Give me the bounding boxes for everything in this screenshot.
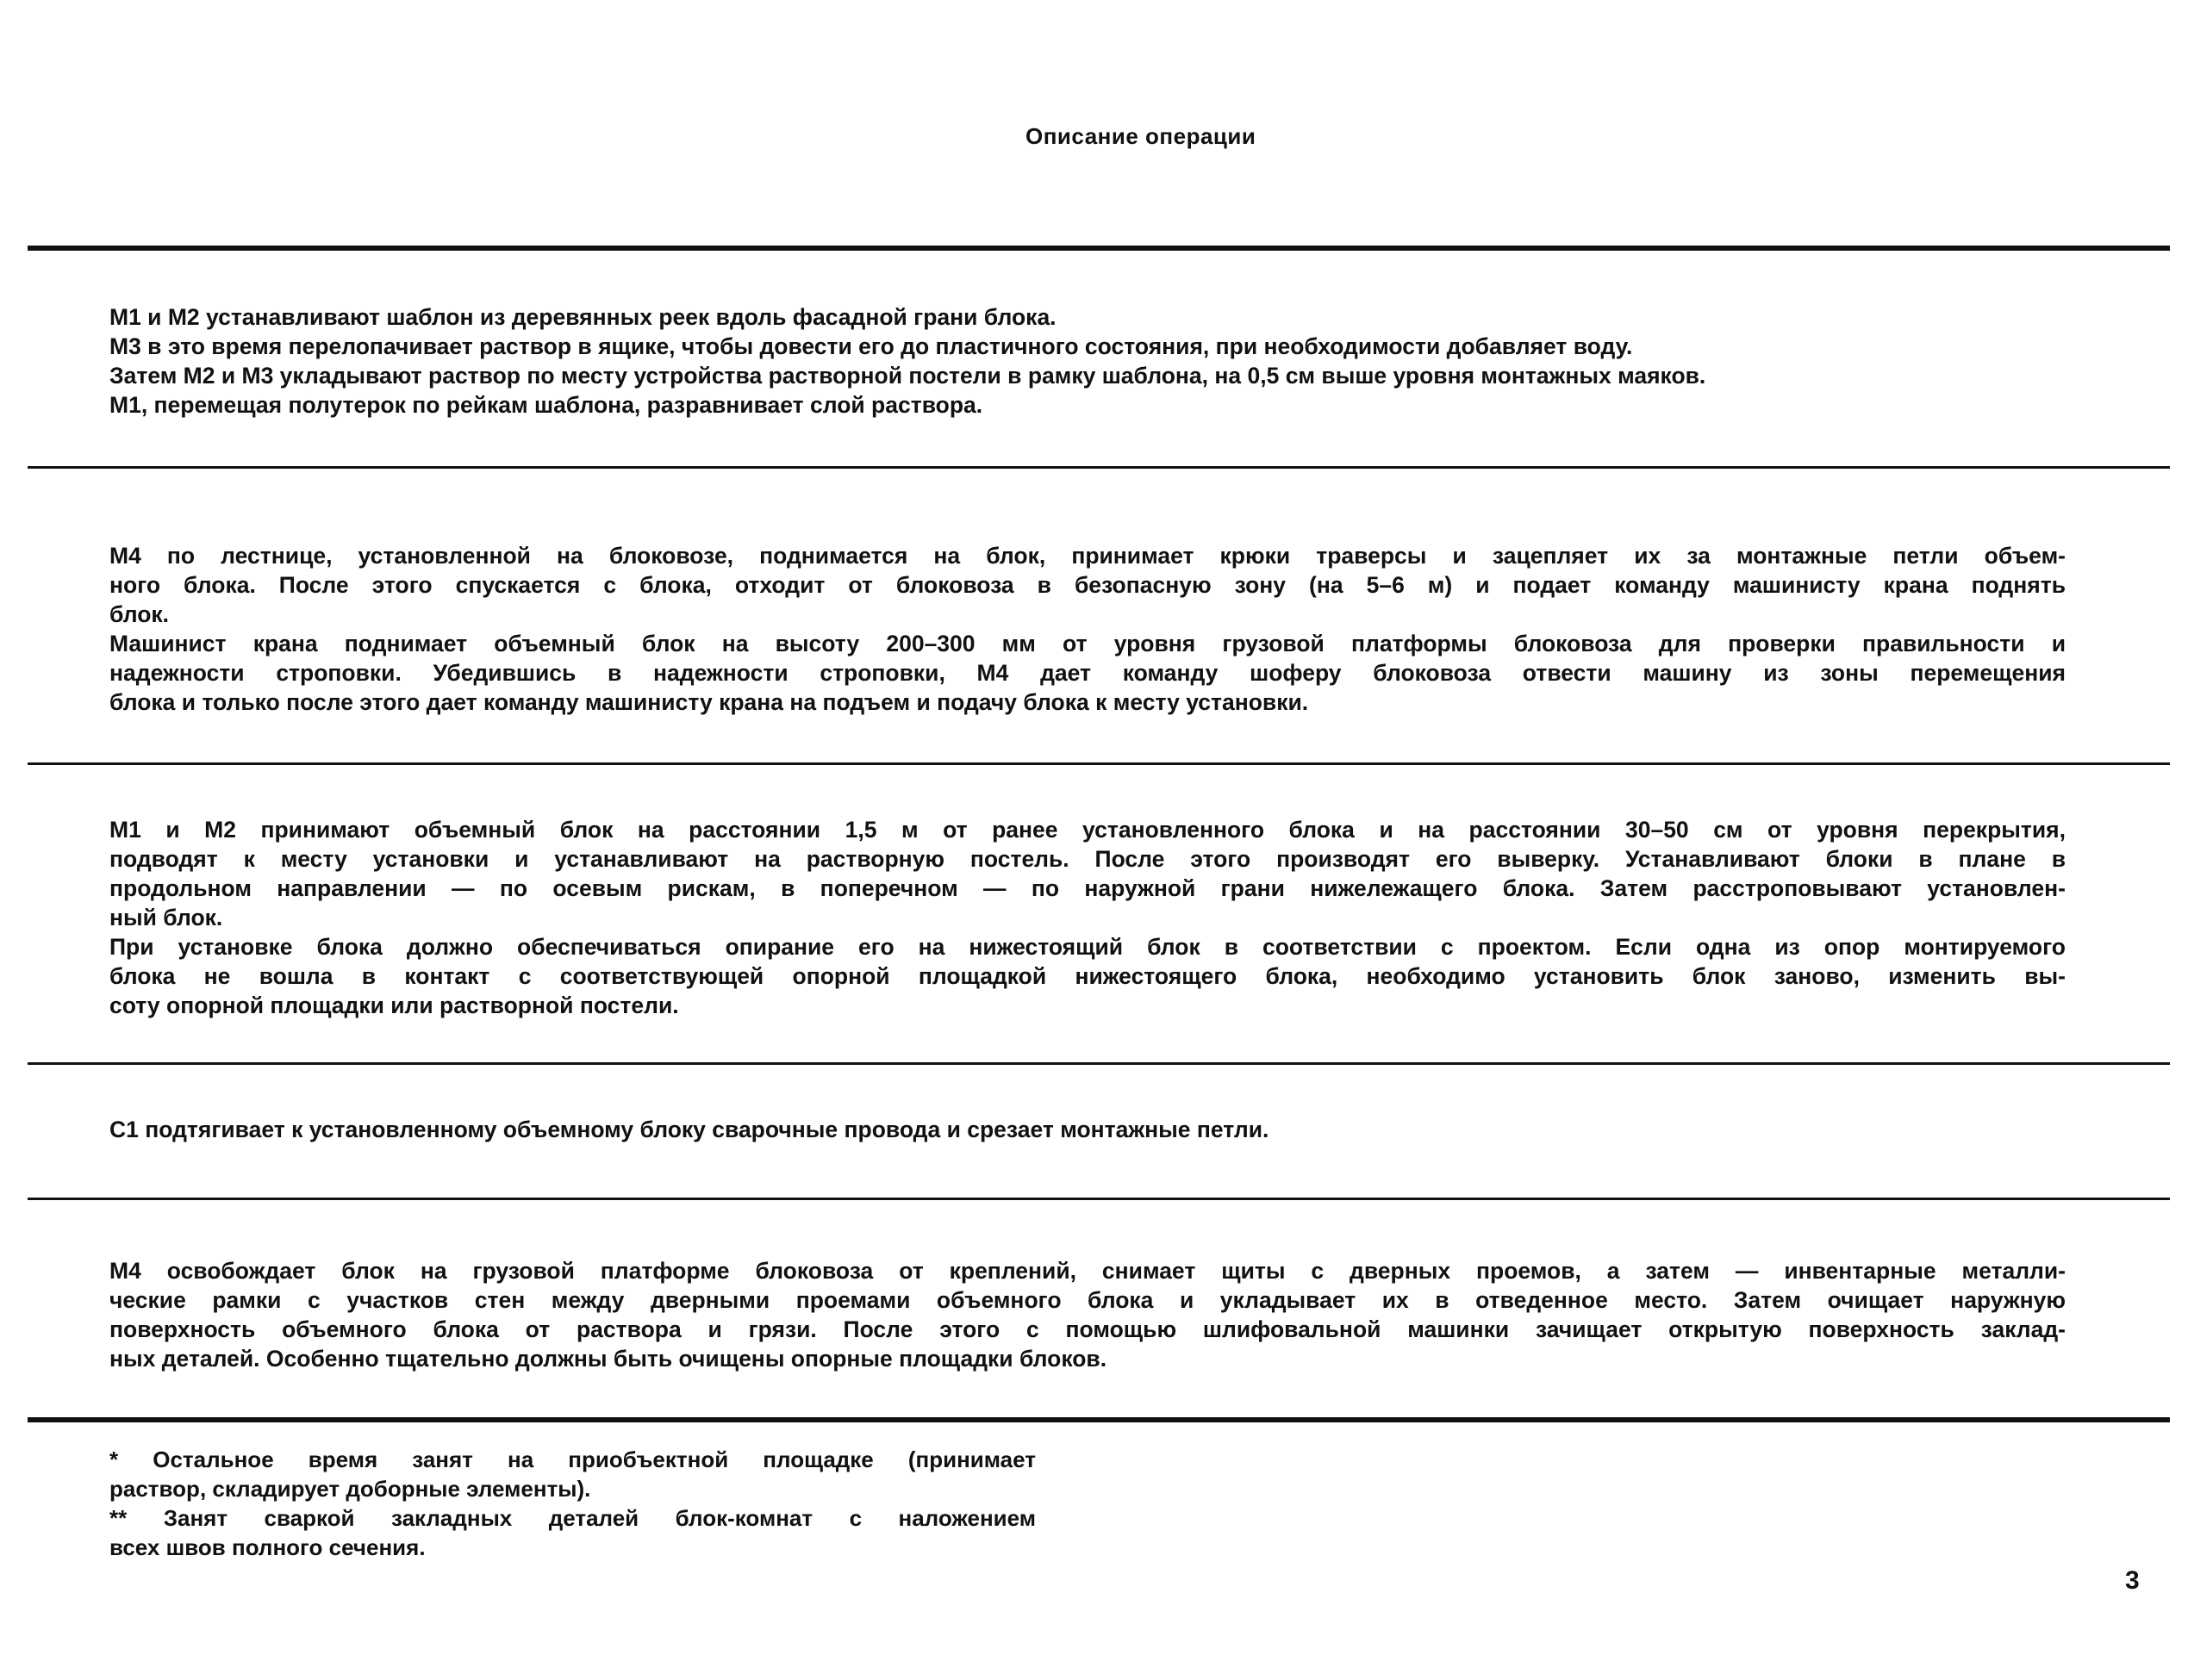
text-line: Затем М2 и М3 укладывают раствор по месту устройства растворной постели в рамку шаблона, на 0,5 см выше уровня монтажных маяков. [109, 363, 1706, 389]
section-divider [28, 1062, 2170, 1065]
text-line: продольном направлении — по осевым рискам, в поперечном — по наружной грани нижележащего блока. Затем расстроповывают установлен- [109, 875, 2066, 901]
text-line: М1, перемещая полутерок по рейкам шаблона, разравнивает слой раствора. [109, 392, 983, 418]
footnotes [109, 1445, 1036, 1562]
text-line: М1 и М2 устанавливают шаблон из деревянных реек вдоль фасадной грани блока. [109, 304, 1057, 330]
text-line: М1 и М2 принимают объемный блок на расстоянии 1,5 м от ранее установленного блока и на расстоянии 30–50 см от уровня перекрытия, [109, 817, 2066, 843]
page-number: 3 [2125, 1566, 2140, 1595]
text-line: С1 подтягивает к установленному объемному блоку сварочные провода и срезает монтажные петли. [109, 1117, 1269, 1142]
footnote-line: ** Занят сваркой закладных деталей блок-комнат с наложением [109, 1505, 1036, 1531]
header-rule [28, 246, 2170, 251]
text-line: надежности строповки. Убедившись в надежности строповки, М4 дает команду шоферу блоковоза отвести машину из зоны перемещения [109, 660, 2066, 686]
text-line: ческие рамки с участков стен между дверными проемами объемного блока и укладывает их в отведенное место. Затем очищает наружную [109, 1287, 2066, 1313]
text-line: ных деталей. Особенно тщательно должны быть очищены опорные площадки блоков. [109, 1346, 1107, 1372]
text-line: Машинист крана поднимает объемный блок на высоту 200–300 мм от уровня грузовой платформы блоковоза для проверки правильности и [109, 631, 2066, 656]
text-line: М3 в это время перелопачивает раствор в ящике, чтобы довести его до пластичного состояния, при необходимости добавляет воду. [109, 333, 1633, 359]
operation-section-3 [109, 815, 2066, 1020]
operation-section-1 [109, 302, 2066, 420]
footnote-line: раствор, складирует доборные элементы). [109, 1476, 591, 1502]
text-line: блока не вошла в контакт с соответствующей опорной площадкой нижестоящего блока, необходимо установить блок заново, изменить вы- [109, 963, 2066, 989]
section-divider [28, 762, 2170, 765]
text-line: ного блока. После этого спускается с блока, отходит от блоковоза в безопасную зону (на 5–6 м) и подает команду машинисту крана поднять [109, 572, 2066, 598]
section-divider [28, 466, 2170, 469]
page-heading: Описание операции [1025, 123, 1256, 149]
operation-section-5 [109, 1256, 2066, 1373]
text-line: ный блок. [109, 905, 223, 930]
text-line: блока и только после этого дает команду машинисту крана на подъем и подачу блока к месту установки. [109, 689, 1309, 715]
text-line: М4 освобождает блок на грузовой платформе блоковоза от креплений, снимает щиты с дверных проемов, а затем — инвентарные металли- [109, 1258, 2066, 1284]
text-line: блок. [109, 601, 170, 627]
text-line: При установке блока должно обеспечиваться опирание его на нижестоящий блок в соответствии с проектом. Если одна из опор монтируемого [109, 934, 2066, 960]
text-line: поверхность объемного блока от раствора и грязи. После этого с помощью шлифовальной машинки зачищает открытую поверхность заклад- [109, 1316, 2066, 1342]
footnote-line: всех швов полного сечения. [109, 1534, 426, 1560]
footer-rule [28, 1417, 2170, 1422]
operation-section-2 [109, 541, 2066, 717]
footnote-line: * Остальное время занят на приобъектной площадке (принимает [109, 1447, 1036, 1472]
text-line: подводят к месту установки и устанавливают на растворную постель. После этого производят его выверку. Устанавливают блоки в плане в [109, 846, 2066, 872]
section-divider [28, 1198, 2170, 1200]
text-line: М4 по лестнице, установленной на блоковозе, поднимается на блок, принимает крюки траверсы и зацепляет их за монтажные петли объем- [109, 543, 2066, 569]
text-line: соту опорной площадки или растворной постели. [109, 992, 679, 1018]
operation-section-4 [109, 1115, 2066, 1144]
